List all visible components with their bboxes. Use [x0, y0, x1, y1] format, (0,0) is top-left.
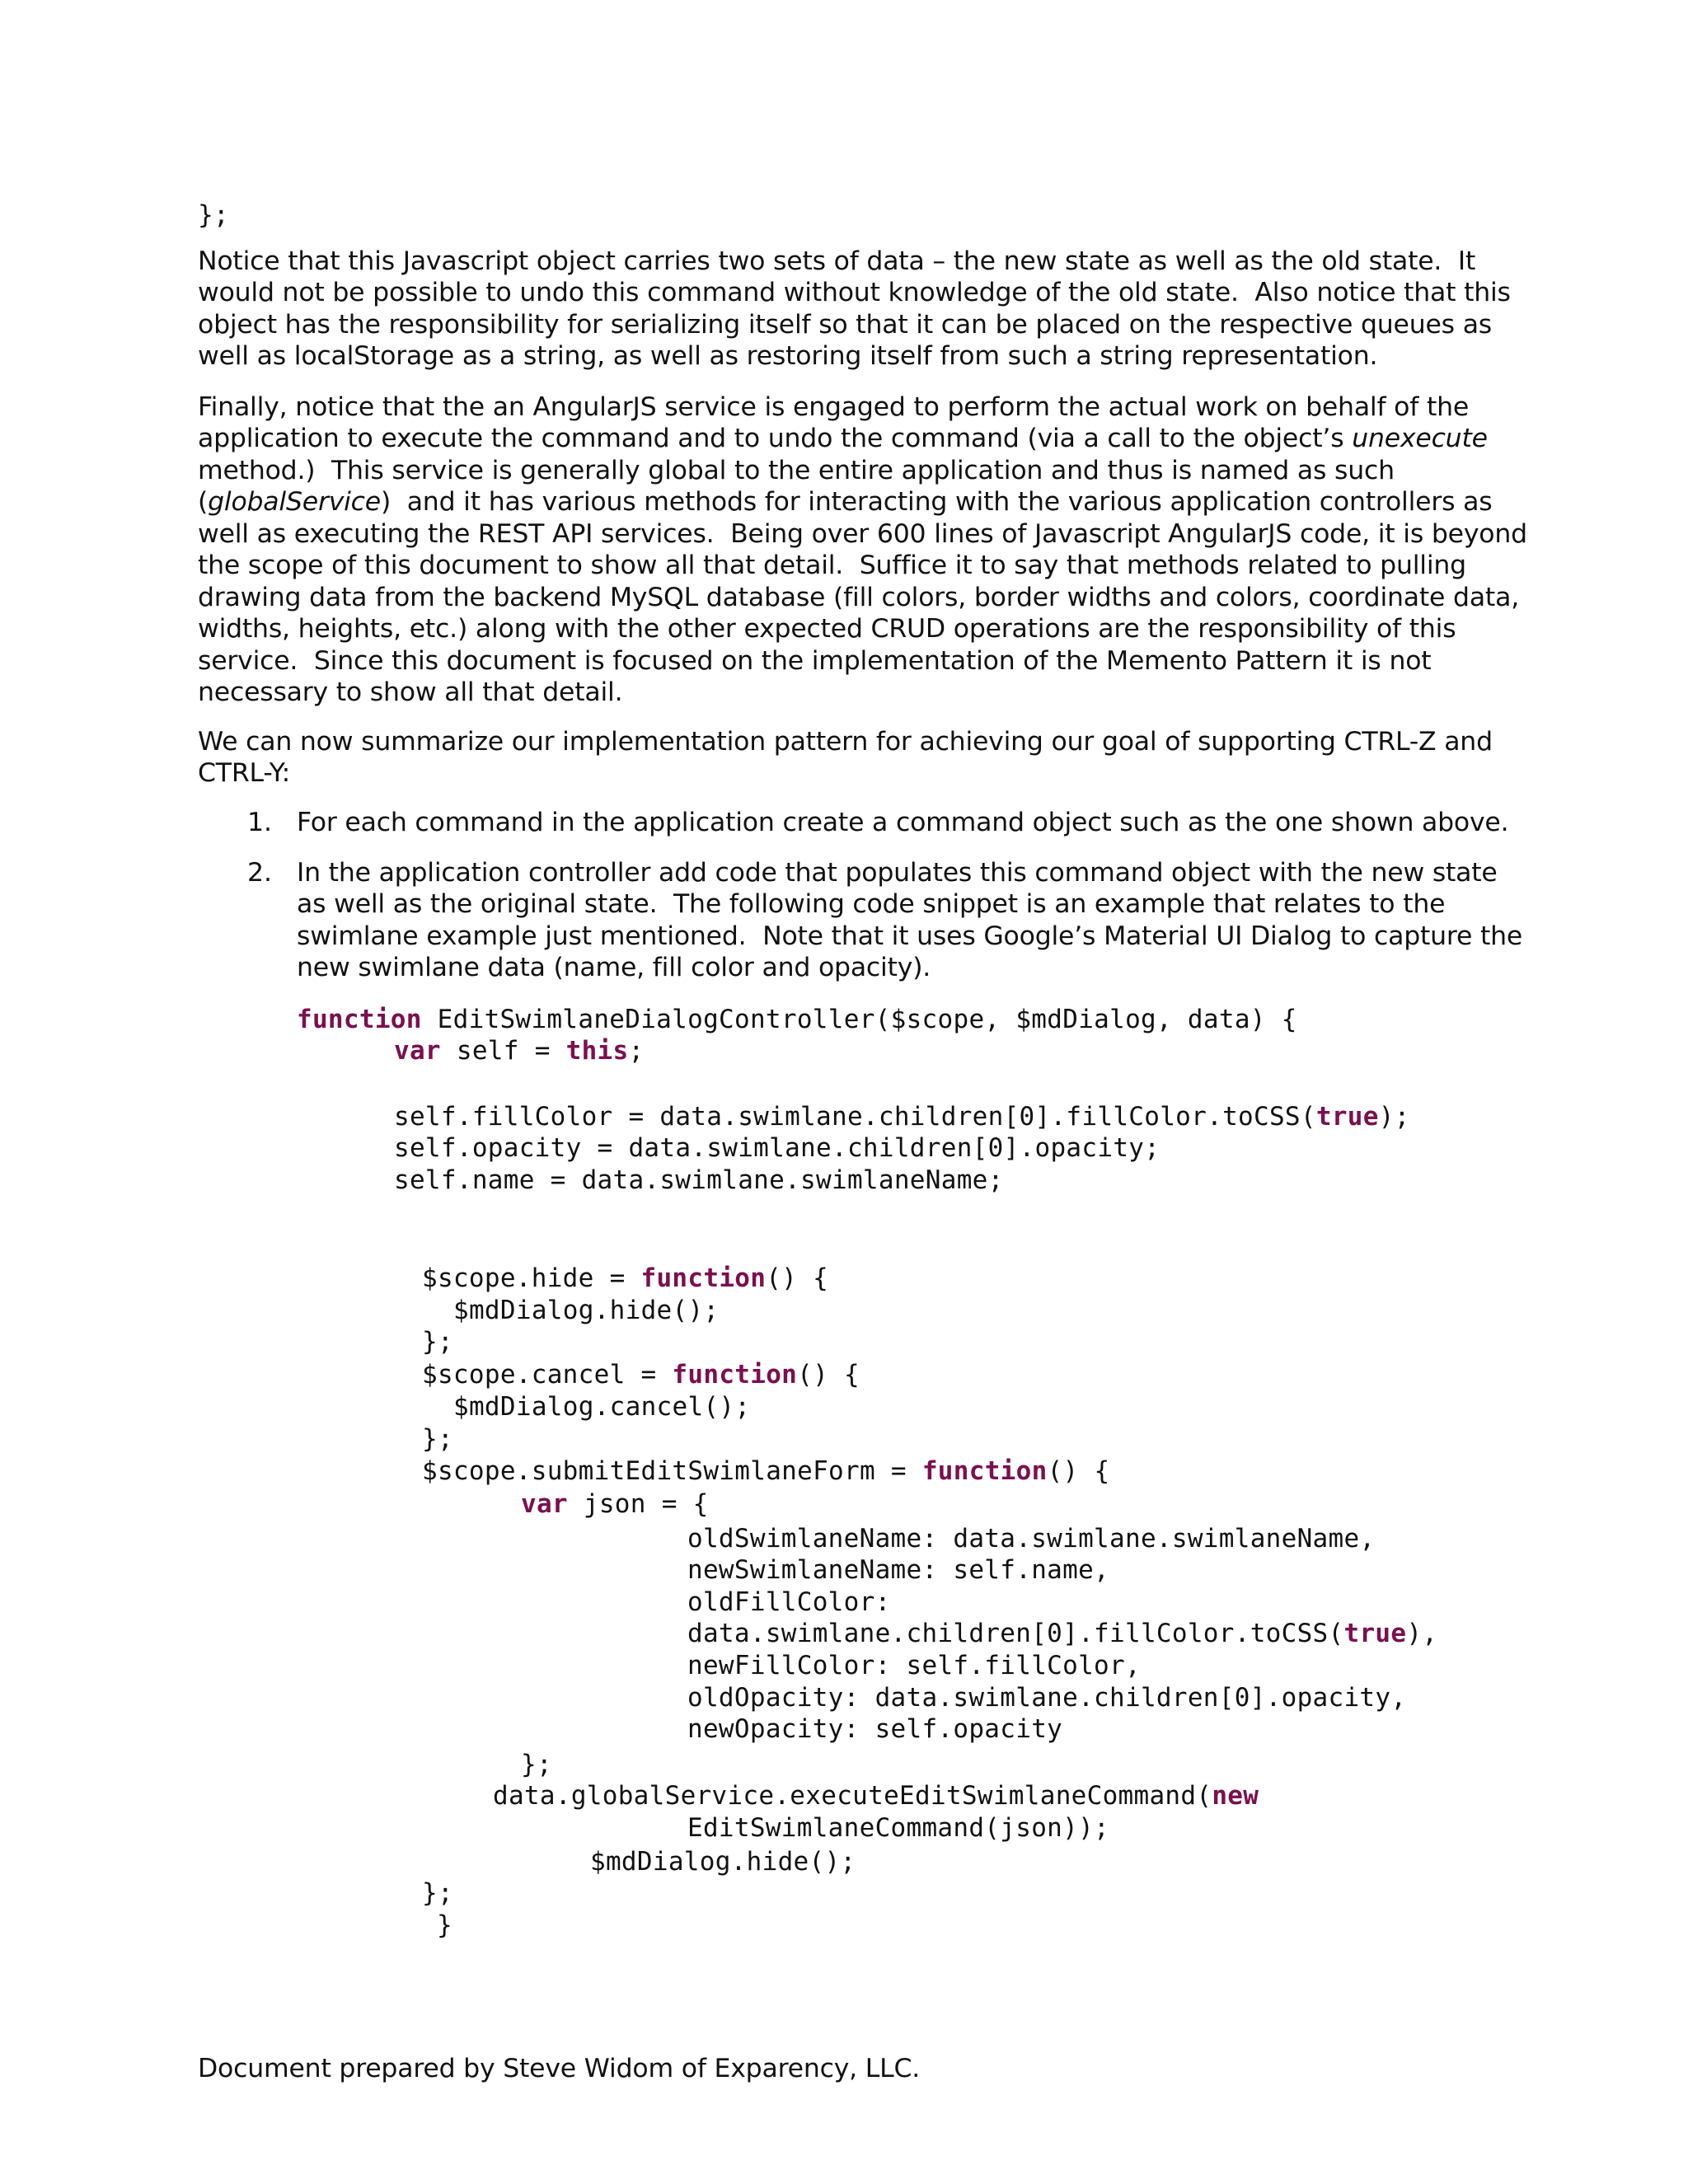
text-line: well as executing the REST API services. Being over 600 lines of Javascript AngularJS code, it is beyond — [198, 519, 1527, 549]
code-line: self.opacity = data.swimlane.children[0].opacity; — [394, 1133, 1160, 1163]
code-line: newOpacity: self.opacity — [687, 1714, 1063, 1744]
keyword: new — [1212, 1781, 1259, 1811]
text-span: ) and it has various methods for interacting with the various application controllers as — [380, 487, 1493, 517]
code-line: $mdDialog.cancel(); — [453, 1392, 751, 1422]
code-line — [422, 1359, 860, 1390]
code-line: oldSwimlaneName: data.swimlane.swimlaneName, — [687, 1524, 1376, 1554]
code-line: }; — [521, 1750, 552, 1779]
code-line: self.name = data.swimlane.swimlaneName; — [394, 1165, 1004, 1195]
code-line: oldOpacity: data.swimlane.children[0].opacity, — [687, 1683, 1407, 1713]
text-line: We can now summarize our implementation pattern for achieving our goal of supporting CTRL-Z and — [198, 727, 1493, 757]
code-line: EditSwimlaneCommand(json)); — [687, 1813, 1110, 1843]
text-line: would not be possible to undo this command without knowledge of the old state. Also notice that this — [198, 278, 1511, 307]
code-text: () { — [797, 1360, 860, 1390]
code-text: json = { — [567, 1489, 709, 1519]
code-text: data.swimlane.children[0].fillColor.toCSS( — [687, 1619, 1344, 1648]
keyword: var — [521, 1489, 568, 1519]
keyword: true — [1343, 1619, 1407, 1648]
text-line: method.) This service is generally global to the entire application and thus is named as such — [198, 456, 1395, 485]
code-line: }; — [422, 1878, 453, 1908]
code-line: $mdDialog.hide(); — [453, 1296, 720, 1325]
text-line: drawing data from the backend MySQL database (fill colors, border widths and colors, coordinate data, — [198, 583, 1520, 612]
code-text: $scope.cancel = — [422, 1360, 673, 1390]
keyword: true — [1315, 1102, 1379, 1132]
list-item-text: In the application controller add code that populates this command object with the new state — [297, 858, 1498, 888]
text-line: well as localStorage as a string, as well as restoring itself from such a string representation. — [198, 341, 1378, 371]
text-line: widths, heights, etc.) along with the other expected CRUD operations are the responsibility of this — [198, 614, 1456, 644]
code-line — [422, 1263, 828, 1294]
code-line — [422, 1455, 1109, 1487]
code-text: self.fillColor = data.swimlane.children[0].fillColor.toCSS( — [394, 1102, 1316, 1132]
text-span: ( — [198, 487, 209, 517]
code-text: ; — [628, 1036, 645, 1066]
code-text: $scope.submitEditSwimlaneForm = — [422, 1456, 922, 1486]
code-fragment: }; — [198, 200, 229, 230]
italic-term: unexecute — [1352, 424, 1488, 453]
text-line — [198, 486, 1492, 518]
code-line — [394, 1035, 644, 1066]
code-text: () { — [1047, 1456, 1110, 1486]
code-line: }; — [422, 1424, 453, 1454]
keyword: var — [394, 1036, 441, 1066]
code-line — [687, 1618, 1437, 1649]
keyword: function — [921, 1456, 1048, 1486]
code-line: newSwimlaneName: self.name, — [687, 1555, 1110, 1585]
italic-term: globalService — [208, 487, 381, 517]
code-text: $scope.hide = — [422, 1263, 641, 1293]
code-text: ); — [1378, 1102, 1410, 1132]
keyword: this — [565, 1036, 629, 1066]
code-text: () { — [766, 1263, 829, 1293]
code-text: self = — [440, 1036, 566, 1066]
keyword: function — [672, 1360, 798, 1390]
text-line: Finally, notice that the an AngularJS service is engaged to perform the actual work on behalf of the — [198, 392, 1470, 422]
page-footer: Document prepared by Steve Widom of Exparency, LLC. — [198, 2054, 921, 2083]
keyword: function — [297, 1005, 422, 1034]
list-item-text: new swimlane data (name, fill color and opacity). — [297, 953, 931, 982]
list-item-text: as well as the original state. The following code snippet is an example that relates to the — [297, 889, 1446, 919]
list-item-text: swimlane example just mentioned. Note that it uses Google’s Material UI Dialog to capture the — [297, 921, 1523, 951]
list-item-text: For each command in the application create a command object such as the one shown above. — [297, 808, 1509, 837]
code-text: data.globalService.executeEditSwimlaneCommand( — [493, 1781, 1212, 1811]
keyword: function — [640, 1263, 767, 1293]
code-text: ), — [1406, 1619, 1438, 1648]
text-line — [198, 423, 1488, 454]
code-line — [297, 1004, 1297, 1035]
code-line: }; — [422, 1327, 453, 1357]
text-line: the scope of this document to show all that detail. Suffice it to say that methods related to pulling — [198, 551, 1466, 580]
code-line — [521, 1488, 709, 1520]
text-span: application to execute the command and to undo the command (via a call to the object’s — [198, 424, 1353, 453]
code-line: newFillColor: self.fillColor, — [687, 1651, 1141, 1680]
code-line — [394, 1101, 1410, 1132]
text-line: CTRL-Y: — [198, 758, 291, 788]
text-line: object has the responsibility for serializing itself so that it can be placed on the respective queues as — [198, 310, 1493, 340]
code-line: } — [437, 1910, 452, 1940]
text-line: necessary to show all that detail. — [198, 677, 623, 707]
list-number: 1. — [247, 808, 273, 837]
text-line: service. Since this document is focused on the implementation of the Memento Pattern it is not — [198, 646, 1432, 676]
code-line — [493, 1780, 1259, 1811]
code-line: $mdDialog.hide(); — [590, 1847, 856, 1877]
code-line: oldFillColor: — [687, 1587, 891, 1617]
text-line: Notice that this Javascript object carries two sets of data – the new state as well as the old state. It — [198, 246, 1476, 276]
code-text: EditSwimlaneDialogController($scope, $mdDialog, data) { — [421, 1005, 1297, 1034]
list-number: 2. — [247, 858, 273, 888]
